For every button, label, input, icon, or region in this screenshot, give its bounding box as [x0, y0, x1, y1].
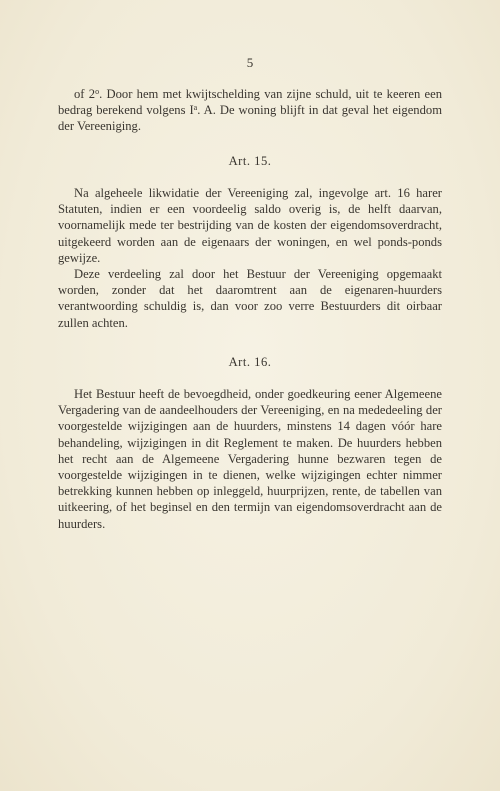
- article-15-paragraph-1: Na algeheele likwidatie der Vereeniging zal, ingevolge art. 16 harer Statuten, indien er een voordeelig saldo overig is, de helft daarvan, voornamelijk mede ter bestrijding van de kosten der eigendomsoverdracht, uitgekeerd worden aan de eigenaars der woningen, en wel ponds-ponds gewijze.: [58, 186, 442, 265]
- article-15-heading: Art. 15.: [228, 154, 272, 168]
- article-16-body: [58, 386, 442, 532]
- article-16-heading: Art. 16.: [228, 355, 272, 369]
- continuation-text: of 2$^o$. Door hem met kwijtschelding van zijne schuld, uit te keeren een bedrag berekend volgens $I^a$. A. De woning blijft in dat geval het eigendom der Vereeniging.: [58, 87, 442, 134]
- article-15-paragraph-2: Deze verdeeling zal door het Bestuur der Vereeniging opgemaakt worden, zonder dat het daaromtrent aan de eigenaren-huurders verantwoording schuldig is, dan voor zoo verre Bestuurders dit oirbaar zullen achten.: [58, 267, 442, 330]
- article-16-paragraph-1: Het Bestuur heeft de bevoegdheid, onder goedkeuring eener Algemeene Vergadering van de aandeelhouders der Vereeniging, en na mededeeling der voorgestelde wijzigingen aan de huurders, minstens 14 dagen vóór hare behandeling, wijzigingen in dit Reglement te maken. De huurders hebben het recht aan de Algemeene Vergadering hunne bezwaren tegen de voorgestelde wijzigingen in te dienen, welke wijzigingen echter nimmer betrekking kunnen hebben op inleggeld, huurprijzen, rente, de tabellen van uitkeering, of het beginsel en den termijn van eigendomsoverdracht aan de huurders.: [58, 387, 442, 531]
- article-15-body: [58, 185, 442, 331]
- page-number: 5: [246, 55, 254, 70]
- paragraph-continuation: [58, 86, 442, 135]
